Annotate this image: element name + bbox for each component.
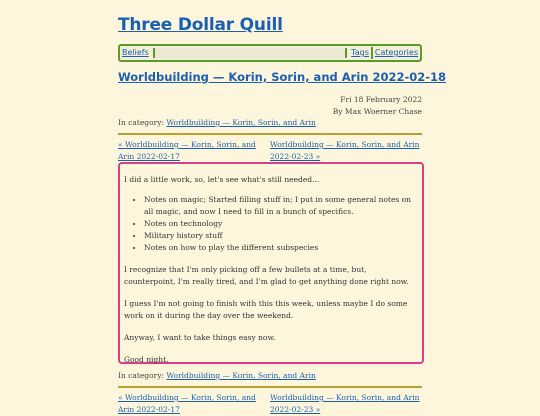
post-author: By Max Woerner Chase: [332, 107, 422, 116]
site-title-link[interactable]: Three Dollar Quill: [118, 15, 283, 35]
prev-post-link[interactable]: « Worldbuilding — Korin, Sorin, and Arin 2022-02-17: [118, 393, 256, 414]
list-item: • Military history stuff: [144, 230, 418, 242]
category-link[interactable]: Worldbuilding — Korin, Sorin, and Arin: [166, 118, 316, 127]
post-paragraph: Anyway, I want to take things easy now.: [124, 333, 276, 342]
post-paragraph: I recognize that I'm only picking off a few bullets at a time, but, counterpoint, I'm really tired, and I'm glad to get anything done right now.: [124, 265, 409, 286]
todo-list: [124, 194, 418, 254]
list-item: • Notes on how to play the different subspecies: [144, 242, 418, 254]
nav-tags-link[interactable]: Tags: [351, 48, 369, 57]
next-post-link[interactable]: Worldbuilding — Korin, Sorin, and Arin 2022-02-23 »: [270, 393, 420, 414]
nav-spacer: [153, 48, 347, 58]
post-meta: [333, 94, 422, 118]
list-item: • Notes on technology: [144, 218, 418, 230]
post-category-top: [118, 118, 316, 127]
nav-beliefs-link[interactable]: Beliefs: [122, 48, 149, 57]
post-intro: I did a little work, so, let's see what's still needed...: [124, 175, 320, 184]
post-paragraph: Good night.: [124, 355, 169, 364]
list-item: • Notes on magic; Started filling stuff in; I put in some general notes on all magic, and now I need to fill in a bunch of specifics.: [144, 194, 418, 218]
post-content: [118, 162, 424, 364]
post-date: Fri 18 February 2022: [340, 95, 422, 104]
post-title-link[interactable]: Worldbuilding — Korin, Sorin, and Arin 2022-02-18: [118, 70, 447, 84]
next-post-link[interactable]: Worldbuilding — Korin, Sorin, and Arin 2022-02-23 »: [270, 140, 420, 161]
category-link[interactable]: Worldbuilding — Korin, Sorin, and Arin: [166, 371, 316, 380]
category-label: In category:: [118, 118, 164, 127]
nav-categories-link[interactable]: Categories: [374, 48, 418, 57]
divider-top: [118, 133, 422, 135]
divider-bottom: [118, 386, 422, 388]
prev-post-link[interactable]: « Worldbuilding — Korin, Sorin, and Arin 2022-02-17: [118, 140, 256, 161]
post-category-bottom: [118, 371, 316, 380]
post-paragraph: I guess I'm not going to finish with this this week, unless maybe I do some work on it during the day over the weekend.: [124, 299, 408, 320]
category-label: In category:: [118, 371, 164, 380]
nav-bar: [118, 44, 422, 62]
